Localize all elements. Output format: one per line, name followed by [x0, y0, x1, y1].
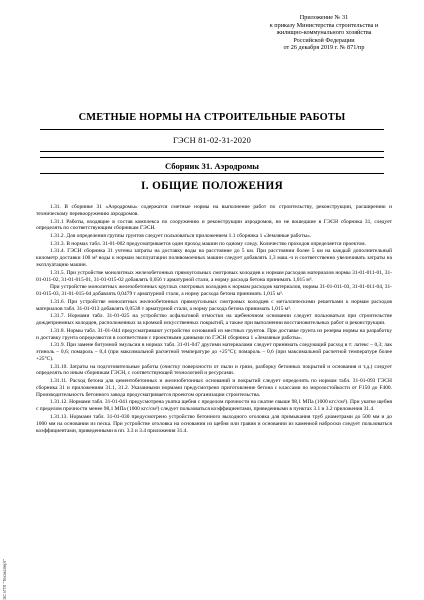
paragraph: 1.31.8. Нормы табл. 31-01-044 предусматривают устройство оснований из местных грунтов. При доставке грунта из резерва нормы на разработку и доставку грунта определяются в соответствии с проектными данными по ГЭСН сборника 1 «Земляные работы».	[36, 327, 392, 341]
paragraph: 1.31.10. Затраты на подготовительные работы (очистку поверхности от пыли и грязи, разборку бетонных покрытий и основания и т.д.) следует определять по иным сборникам ГЭСН, с соответствующей технологией и ресурсами.	[36, 363, 392, 377]
appendix-line: к приказу Министерства строительства и	[269, 21, 379, 29]
side-watermark: ЭС ИТЛ "Техэксперт"	[2, 558, 7, 600]
paragraph: При устройстве монолитных железобетонных круглых смотровых колодцев к нормам расходов материалов, нормы 31-01-011-03, 31-01-011-04, 31-01-015-03, 31-01-015-04 добавлять 0,0479 т арматурной стали, а норму расхода бетона принимать 1,015 м³.	[36, 284, 392, 297]
paragraph: 1.31.11. Расход бетона для цементобетонных и железобетонных оснований и покрытий следует определять по нормам табл. 31-01-093 ГЭСН сборника 31 и приложениям 31.1, 31.2. Указанными нормами предусмотрено приготовление бетона с классами по морозостойкости от F150 до F400. Производительность бетонного завода предусматривается проектом организации строительства.	[36, 378, 392, 398]
document-title: СМЕТНЫЕ НОРМЫ НА СТРОИТЕЛЬНЫЕ РАБОТЫ	[78, 112, 346, 123]
appendix-header	[236, 14, 412, 52]
paragraph: 1.31.12. Нормами табл. 31-01-041 предусмотрена укатка щебня с пределом прочности на сжатие свыше 98,1 МПа (1000 кгс/см²). При укатке щебня с пределом прочности менее 98,1 МПа (1000 кгс/см²) следует пользоваться коэффициентами, приведенными в пунктах 3.1 и 3.2 приложения 31.4.	[36, 399, 392, 413]
norm-code: ГЭСН 81-02-31-2020	[173, 136, 251, 145]
norm-code-block	[40, 129, 384, 152]
paragraph: 1.31.2. Для определения группы грунтов следует пользоваться приложением 1.1 сборника 1 «Земляные работы».	[50, 233, 312, 239]
paragraph: 1.31.1 Работы, входящие в состав комплекса по сооружению и реконструкции аэродромов, но не вошедшие в ГЭСН сборника 31, следует определять по соответствующим сборникам ГЭСН.	[36, 218, 392, 232]
collection-title: Сборник 31. Аэродромы	[164, 160, 260, 171]
appendix-line: Приложение № 31	[299, 14, 349, 21]
paragraph: 1.31.3. В нормах табл. 31-01-002 предусматривается один проход машин по одному следу. Количество проходов определяется проектом.	[50, 240, 366, 247]
paragraph: 1.31.5. При устройстве монолитных железобетонных прямоугольных смотровых колодцев к нормам расходов материалов нормы 31-01-011-01, 31-01-011-02, 31-01-015-01, 31-01-015-02 добавлять 0,056 т арматурной стали, а норму расхода бетона принимать 1,015 м³.	[36, 269, 392, 283]
appendix-line: от 26 декабря 2019 г. № 871/пр	[283, 44, 365, 52]
paragraph: 1.31.13. Нормами табл. 31-01-030 предусмотрено устройство бетонного выходного оголовка для примыкания труб диаметрами до 500 мм и до 1000 мм на основании из песка. При устройстве оголовка на основании из щебня или гравия и основании из каменной наброски следует пользоваться коэффициентами, приведенными в пп. 3.3 и 3.4 приложения 31.4.	[36, 413, 392, 434]
paragraph: 1.31.6. При устройстве монолитных железобетонных прямоугольных смотровых колодцев с металлическими решетками к нормам расходов материалов табл. 31-01-013 добавлять 0,0538 т арматурной стали, а норму расхода бетона принимать 1,015 м³.	[36, 298, 392, 312]
section-heading: I. ОБЩИЕ ПОЛОЖЕНИЯ	[140, 180, 284, 192]
paragraph: 1.31.4. ГЭСН сборника 31 учтены затраты на доставку воды на расстояние до 5 км. При расстоянии более 5 км на каждый дополнительный километр доставки 100 м³ воды к нормам эксплуатации поливомоечных машин следует добавлять 1,3 маш.-ч и соответственно увеличивать затраты на эксплуатацию машин.	[36, 248, 392, 268]
paragraph: 1.31.9. При замене битумной эмульсии в нормах табл. 31-01-047 другими материалами следует принимать следующий расход в т: латекс – 0,3; лак этиноль – 0,6; помароль – 0,4 (при максимальной расчетной температуре до +25°С); помароль – 0,6 (при максимальной расчетной температуре более +25°С).	[36, 342, 392, 362]
appendix-line: жилищно-коммунального хозяйства	[276, 29, 372, 37]
paragraph: 1.31.7. Нормами табл. 31-01-025 на устройство асфальтовой отмостки на щебеночном основании следует пользоваться при строительстве дождеприемных колодцев, расположенных за кромкой искусственных покрытий, а также при выполнении восстановительных работ и реконструкции.	[36, 313, 392, 326]
body-text	[36, 204, 392, 435]
appendix-line: Российской Федерации	[293, 36, 355, 44]
collection-block	[40, 157, 384, 174]
paragraph: 1.31. В сборнике 31 «Аэродромы» содержатся сметные нормы на выполнение работ по строительству, реконструкции, расширению и техническому перевооружению аэродромов.	[36, 204, 392, 217]
